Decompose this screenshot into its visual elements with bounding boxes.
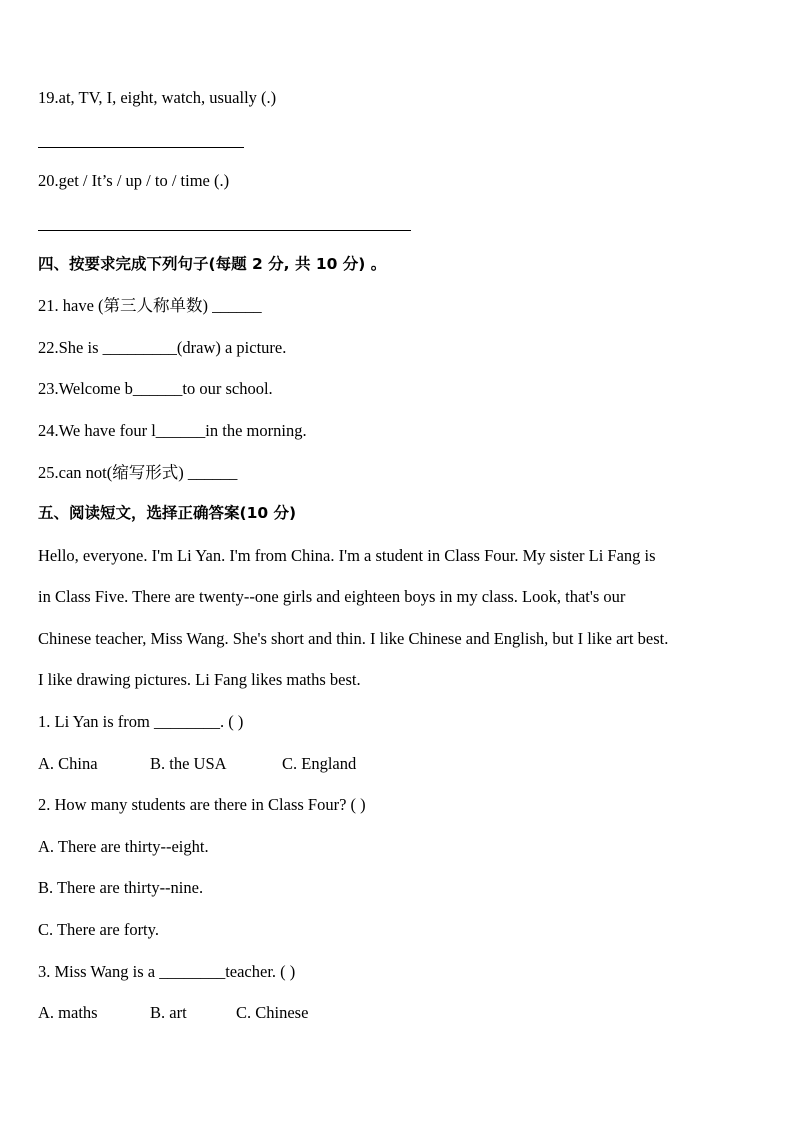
passage-line-1: Hello, everyone. I'm Li Yan. I'm from China. I'm a student in Class Four. My sister Li Fang is	[38, 546, 656, 565]
section-4-heading: 四、按要求完成下列句子(每题 2 分, 共 10 分) 。	[38, 255, 387, 273]
option-c: C. England	[282, 754, 357, 773]
option-a: A. maths	[38, 1003, 98, 1022]
option-b: B. the USA	[150, 754, 227, 773]
reading-options-3	[38, 1003, 308, 1023]
passage-line-3: Chinese teacher, Miss Wang. She's short and thin. I like Chinese and English, but I like art best.	[38, 629, 669, 648]
question-25: 25.can not(缩写形式) ______	[38, 463, 238, 482]
option-c: C. There are forty.	[38, 920, 159, 939]
passage-line-4: I like drawing pictures. Li Fang likes maths best.	[38, 670, 361, 689]
option-b: B. art	[150, 1003, 187, 1022]
option-c: C. Chinese	[236, 1003, 309, 1022]
question-19: 19.at, TV, I, eight, watch, usually (.)	[38, 88, 277, 107]
question-24: 24.We have four l______in the morning.	[38, 421, 307, 440]
option-b: B. There are thirty--nine.	[38, 878, 204, 897]
answer-line-19	[38, 147, 244, 148]
question-22: 22.She is _________(draw) a picture.	[38, 338, 287, 357]
answer-line-20	[38, 230, 411, 231]
reading-question-1: 1. Li Yan is from ________. ( )	[38, 712, 244, 731]
reading-question-2: 2. How many students are there in Class Four? ( )	[38, 795, 366, 814]
question-21: 21. have (第三人称单数) ______	[38, 296, 262, 315]
option-a: A. There are thirty--eight.	[38, 837, 209, 856]
question-23: 23.Welcome b______to our school.	[38, 379, 273, 398]
reading-options-1	[38, 754, 356, 774]
question-20: 20.get / It’s / up / to / time (.)	[38, 171, 230, 190]
option-a: A. China	[38, 754, 98, 773]
passage-line-2: in Class Five. There are twenty--one girls and eighteen boys in my class. Look, that's our	[38, 587, 626, 606]
section-5-heading: 五、阅读短文，选择正确答案(10 分)	[38, 504, 297, 522]
reading-question-3: 3. Miss Wang is a ________teacher. ( )	[38, 962, 296, 981]
